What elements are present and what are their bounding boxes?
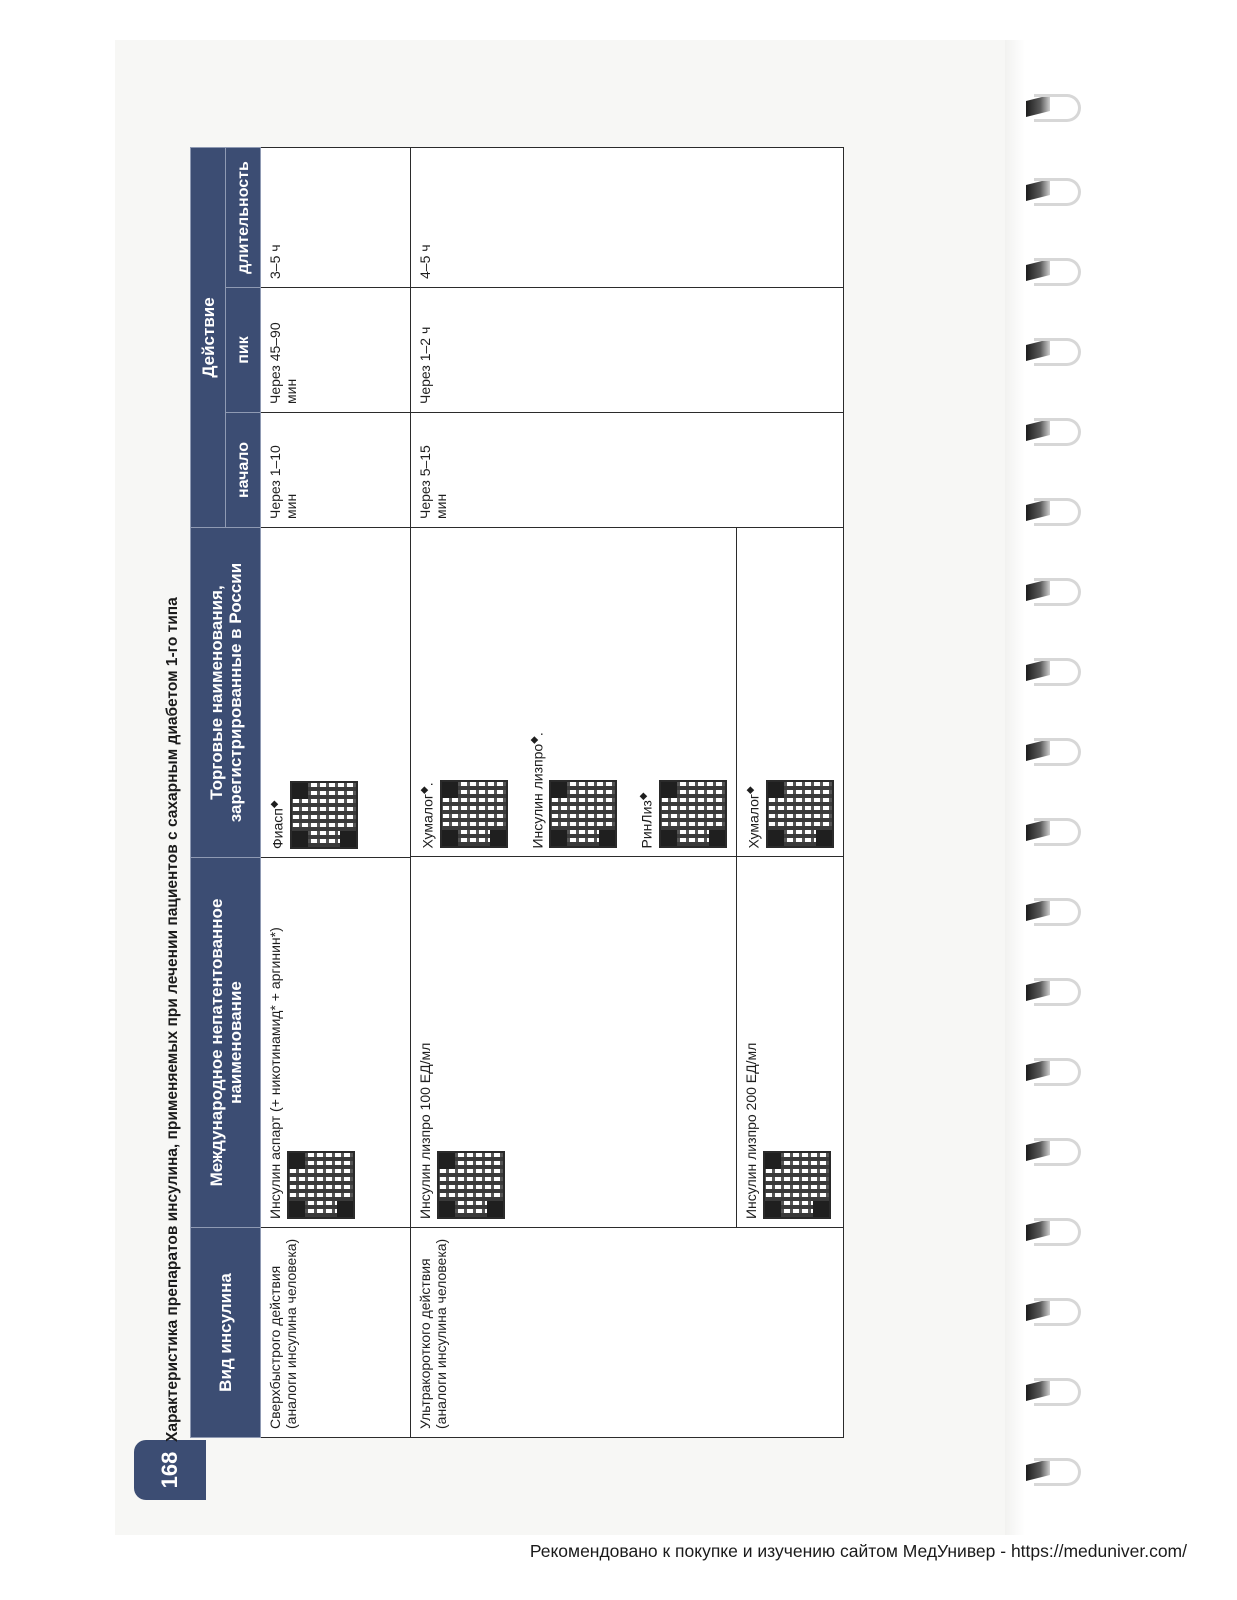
cell-trade: Хумалог◆. Инсулин лизпро◆. РинЛиз◆ — [411, 527, 736, 857]
registered-mark-icon: ◆ — [419, 786, 430, 794]
table-caption: Характеристика препаратов инсулина, применяемых при лечении пациентов с сахарным диабетом 1-го типа — [164, 597, 181, 1442]
header-trade: Торговые наименования, зарегистрированные в России — [191, 528, 261, 858]
header-peak: пик — [226, 288, 261, 413]
trade-name: Инсулин лизпро — [529, 743, 546, 849]
trade-name: Хумалог — [745, 793, 762, 849]
registered-mark-icon: ◆ — [638, 792, 650, 801]
cell-trade — [736, 527, 842, 857]
spiral-ring-icon — [1026, 1132, 1082, 1170]
spiral-ring-icon — [1026, 1452, 1082, 1490]
cell-inn — [411, 857, 736, 1227]
qr-code-icon[interactable] — [287, 1151, 355, 1219]
page-edge — [1005, 40, 1025, 1535]
cell-inn — [736, 857, 842, 1227]
qr-code-icon[interactable] — [659, 781, 727, 849]
cell-peak: Через 45–90 мин — [261, 288, 411, 413]
cell-type: Ультракороткого действия (аналоги инсулина человека) — [411, 1228, 844, 1438]
registered-mark-icon: ◆ — [269, 800, 280, 809]
spiral-ring-icon — [1026, 892, 1082, 930]
page-number-badge: 168 — [134, 1440, 206, 1500]
spiral-ring-icon — [1026, 972, 1082, 1010]
cell-duration: 4–5 ч — [411, 147, 844, 287]
table-row — [411, 147, 844, 1437]
qr-code-icon[interactable] — [440, 781, 508, 849]
cell-peak: Через 1–2 ч — [411, 288, 844, 413]
cell-onset: Через 1–10 мин — [261, 413, 411, 528]
footer-link[interactable]: Рекомендовано к покупке и изучению сайтом МедУнивер - https://meduniver.com/ — [529, 1541, 1187, 1561]
spiral-ring-icon — [1026, 1292, 1082, 1330]
header-inn: Международное непатентованное наименование — [191, 858, 261, 1228]
cell-inn — [261, 858, 411, 1228]
trade-name: Фиасп — [269, 808, 286, 849]
header-onset: начало — [226, 413, 261, 528]
inn-text: Инсулин лизпро 100 ЕД/мл — [417, 1042, 433, 1219]
registered-mark-icon: ◆ — [744, 786, 756, 794]
header-action: Действие — [191, 147, 226, 527]
spiral-ring-icon — [1026, 252, 1082, 290]
qr-code-icon[interactable] — [290, 781, 358, 849]
insulin-table — [190, 147, 844, 1438]
trade-name: Хумалог — [419, 793, 436, 849]
cell-inn-group — [411, 528, 844, 1228]
spiral-ring-icon — [1026, 1052, 1082, 1090]
spiral-ring-icon — [1026, 1212, 1082, 1250]
qr-code-icon[interactable] — [766, 781, 834, 849]
inn-text: Инсулин лизпро 200 ЕД/мл — [742, 1042, 759, 1219]
spiral-ring-icon — [1026, 492, 1082, 530]
inn-subtable — [411, 527, 843, 1227]
table-row — [261, 147, 411, 1437]
spiral-ring-icon — [1026, 1372, 1082, 1410]
cell-type: Сверхбыстрого действия (аналоги инсулина человека) — [261, 1228, 411, 1438]
cell-onset: Через 5–15 мин — [411, 413, 844, 528]
spiral-ring-icon — [1026, 812, 1082, 850]
spiral-ring-icon — [1026, 332, 1082, 370]
rotated-page-content — [130, 161, 960, 1500]
trade-name: РинЛиз — [638, 800, 655, 849]
qr-code-icon[interactable] — [763, 1151, 831, 1219]
qr-code-icon[interactable] — [549, 781, 617, 849]
inn-text: Инсулин аспарт (+ никотинамид* + аргинин*) — [267, 927, 283, 1219]
cell-duration: 3–5 ч — [261, 147, 411, 287]
cell-trade — [261, 528, 411, 858]
spiral-ring-icon — [1026, 172, 1082, 210]
header-type: Вид инсулина — [191, 1228, 261, 1438]
qr-code-icon[interactable] — [437, 1151, 505, 1219]
spiral-ring-icon — [1026, 572, 1082, 610]
spiral-ring-icon — [1026, 732, 1082, 770]
registered-mark-icon: ◆ — [528, 736, 540, 744]
spiral-ring-icon — [1026, 652, 1082, 690]
header-duration: длительность — [226, 147, 261, 287]
spiral-ring-icon — [1026, 88, 1082, 126]
spiral-ring-icon — [1026, 412, 1082, 450]
